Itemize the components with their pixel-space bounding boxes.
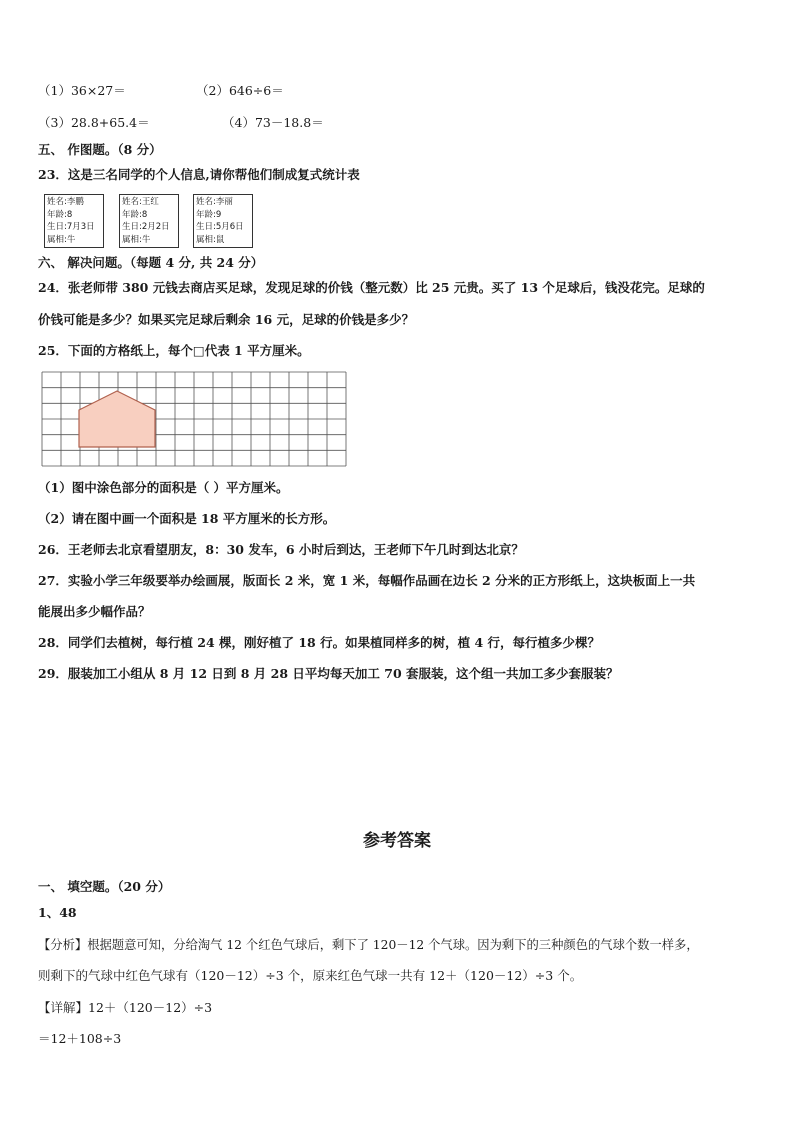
card-name: 姓名:李鹏	[47, 197, 84, 207]
q25-sub1: （1）图中涂色部分的面积是（ ）平方厘米。	[38, 480, 289, 495]
info-card-3	[193, 194, 253, 248]
q23-text: 23．这是三名同学的个人信息,请你帮他们制成复式统计表	[38, 167, 360, 182]
card-age: 年龄:9	[196, 209, 222, 220]
shaded-pentagon	[79, 391, 155, 447]
card-name: 姓名:李丽	[196, 197, 233, 207]
q24-line2: 价钱可能是多少？如果买完足球后剩余 16 元，足球的价钱是多少？	[38, 312, 415, 327]
square-grid	[41, 371, 347, 467]
q24-line1: 24．张老师带 380 元钱去商店买足球，发现足球的价钱（整元数）比 25 元贵。买了 13 个足球后，钱没花完。足球的	[38, 280, 705, 295]
card-zodiac: 属相:牛	[122, 234, 151, 245]
q29-text: 29．服装加工小组从 8 月 12 日到 8 月 28 日平均每天加工 70 套服装，这个组一共加工多少套服装？	[38, 666, 619, 681]
card-name: 姓名:王红	[122, 197, 159, 207]
calc-q4: （4）73－18.8＝	[222, 115, 324, 130]
card-birthday: 生日:2月2日	[122, 222, 170, 232]
card-age: 年龄:8	[47, 209, 73, 220]
calc-q1: （1）36×27＝	[38, 83, 126, 98]
step-line: ＝12＋108÷3	[38, 1031, 122, 1046]
calc-q2: （2）646÷6＝	[196, 83, 284, 98]
card-age: 年龄:8	[122, 209, 148, 220]
q27-line1: 27．实验小学三年级要举办绘画展，版面长 2 米，宽 1 米，每幅作品画在边长 2 分米的正方形纸上，这块板面上一共	[38, 573, 696, 588]
detail-line: 【详解】12＋（120－12）÷3	[38, 1000, 213, 1015]
q28-text: 28．同学们去植树，每行植 24 棵，刚好植了 18 行。如果植同样多的树，植 4 行，每行植多少棵？	[38, 635, 600, 650]
card-birthday: 生日:5月6日	[196, 222, 244, 232]
card-zodiac: 属相:鼠	[196, 234, 225, 245]
answer-1: 1、48	[38, 905, 77, 920]
q27-line2: 能展出多少幅作品？	[38, 604, 151, 619]
analysis-line1: 【分析】根据题意可知，分给淘气 12 个红色气球后，剩下了 120－12 个气球。因为剩下的三种颜色的气球个数一样多，	[38, 938, 699, 952]
q26-text: 26．王老师去北京看望朋友，8：30 发车，6 小时后到达，王老师下午几时到达北京？	[38, 542, 524, 557]
answers-title: 参考答案	[363, 831, 431, 851]
card-birthday: 生日:7月3日	[47, 222, 95, 232]
q25-text: 25．下面的方格纸上，每个□代表 1 平方厘米。	[38, 343, 310, 358]
section5-heading: 五、 作图题。（8 分）	[38, 142, 162, 157]
answers-section1: 一、 填空题。（20 分）	[38, 879, 171, 894]
info-card-2	[119, 194, 179, 248]
analysis-line2: 则剩下的气球中红色气球有（120－12）÷3 个，原来红色气球一共有 12＋（120－12）÷3 个。	[38, 968, 583, 983]
q25-sub2: （2）请在图中画一个面积是 18 平方厘米的长方形。	[38, 511, 336, 526]
info-card-1	[44, 194, 104, 248]
card-zodiac: 属相:牛	[47, 234, 76, 245]
section6-heading: 六、 解决问题。（每题 4 分, 共 24 分）	[38, 255, 264, 270]
calc-q3: （3）28.8+65.4＝	[38, 115, 150, 130]
